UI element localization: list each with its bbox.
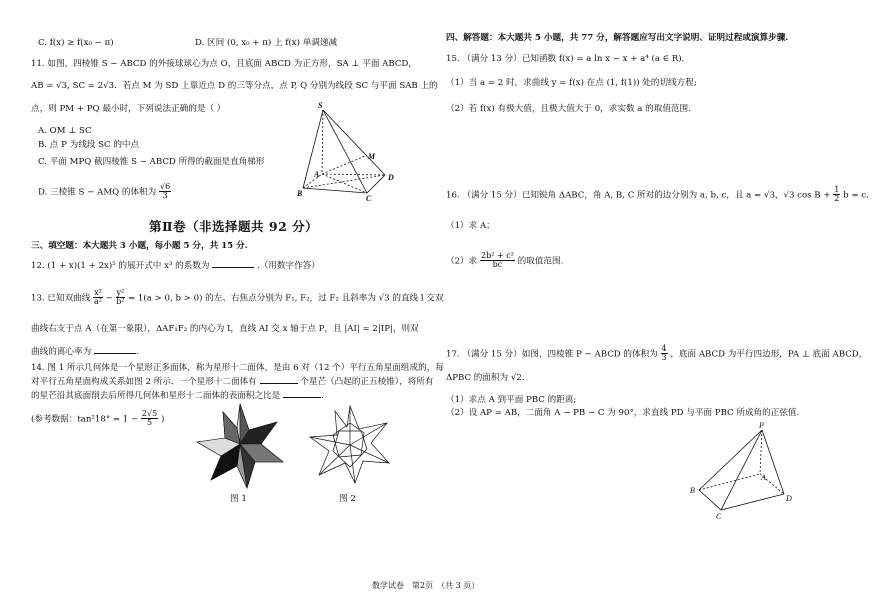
label-M: M xyxy=(368,152,376,161)
q13-prefix: 13. 已知双曲线 xyxy=(31,293,91,304)
q12-suffix: .（用数字作答） xyxy=(256,261,320,271)
reference-fraction xyxy=(141,410,158,428)
q17-part2: （2）设 AP = AB，二面角 A − PB − C 为 90°，求直线 PD 与平面 PBC 所成角的正弦值. xyxy=(446,408,800,418)
q11-option-a: A. OM ⊥ SC xyxy=(38,126,92,136)
q11-option-b: B. 点 P 为线段 SC 的中点 xyxy=(38,140,140,150)
q15-part1: （1）当 a = 2 时，求曲线 y = f(x) 在点 (1, f(1)) 处的切线方程; xyxy=(446,78,697,88)
label-A: A xyxy=(314,170,320,179)
fraction-numerator: 2√5 xyxy=(141,409,158,418)
q11-stem-line2: AB = √3, SC = 2√3．若点 M 为 SD 上靠近点 D 的三等分点，点 P, Q 分别为线段 SC 与平面 SAB 上的 xyxy=(31,81,438,91)
q14-line2-text: 对平行五角星面构成关系如图 2 所示．一个星形十二面体有 xyxy=(31,377,257,387)
q13-fraction-y xyxy=(116,289,126,307)
q17-fraction-volume xyxy=(661,345,668,363)
q12-stem: 12. (1 + x)(1 + 2x)⁵ 的展开式中 x³ 的系数为 xyxy=(31,261,210,271)
section2-title: 第Ⅱ卷（非选择题共 92 分） xyxy=(149,219,319,234)
q16-stem-tail: b = c． xyxy=(843,190,875,201)
q14-line3-text: 的星芒沿其底面削去后所得几何体和星形十二面体的表面积之比是 xyxy=(31,391,281,401)
label-C: C xyxy=(716,512,722,521)
figure-1-caption: 图 1 xyxy=(230,494,247,504)
label-A: A xyxy=(761,473,766,482)
fraction-numerator: y² xyxy=(116,288,125,297)
reference-data xyxy=(31,410,164,428)
figure-1-star-dodecahedron xyxy=(195,402,285,490)
fraction-denominator: bc xyxy=(492,260,503,270)
q16-part2 xyxy=(446,252,563,270)
reference-suffix: ) xyxy=(160,414,165,425)
section4-title: 四、解答题：本大题共 5 小题，共 77 分，解答题应写出文字说明、证明过程或演算步骤. xyxy=(446,33,789,43)
fraction-denominator: b² xyxy=(116,297,125,307)
q16-fraction-half xyxy=(833,186,840,204)
q16-stem xyxy=(446,186,875,204)
q11-option-c: C. 平面 MPQ 截四棱锥 S − ABCD 所得的截面是直角梯形 xyxy=(38,157,265,167)
label-D: D xyxy=(388,173,394,182)
figure-2-caption: 图 2 xyxy=(339,494,356,504)
q16-part2-fraction xyxy=(480,252,515,270)
q11-stem-line3: 点，则 PM + PQ 最小时，下列说法正确的是（ ） xyxy=(31,104,226,114)
q13-answer-blank xyxy=(94,353,136,354)
q12-answer-blank xyxy=(212,267,254,268)
q17-stem-tail: ，底面 ABCD 为平行四边形，PA ⊥ 底面 ABCD， xyxy=(670,349,868,360)
q13-fraction-x xyxy=(93,289,103,307)
q16-part1: （1）求 A； xyxy=(446,221,495,231)
q13-minus: − xyxy=(105,293,113,304)
fraction-numerator: x² xyxy=(94,288,102,297)
fraction-denominator: 5 xyxy=(147,418,153,428)
q11-option-d xyxy=(38,183,171,201)
q14-line2 xyxy=(31,377,433,388)
fraction-denominator: 2 xyxy=(834,194,840,204)
q14-line3: 的星芒沿其底面削去后所得几何体和星形十二面体的表面积之比是 . xyxy=(31,391,324,401)
label-B: B xyxy=(690,486,695,495)
q11-option-d-fraction xyxy=(159,183,171,201)
q11-pyramid-figure xyxy=(290,100,400,205)
label-C: C xyxy=(366,194,372,203)
fraction-numerator: 1 xyxy=(834,185,840,194)
fraction-numerator: 2b² + c² xyxy=(480,251,514,260)
q15-stem: 15. （满分 13 分）已知函数 f(x) = a ln x − x + a⁴ (a ∈ R)． xyxy=(446,54,691,64)
q10-option-d: D. 区间 (0, x₀ + π) 上 f(x) 单调递减 xyxy=(195,38,338,48)
q14-answer-blank-1 xyxy=(260,383,298,384)
page-footer: 数学试卷 第2页 （共 3 页） xyxy=(372,581,480,590)
q11-option-d-text: D. 三棱锥 S − AMQ 的体积为 xyxy=(38,187,157,198)
label-P: P xyxy=(759,421,764,430)
q16-stem-text: 16. （满分 15 分）已知锐角 ΔABC，角 A, B, C 所对的边分别为 a, b, c，且 a = √3，√3 cos B + xyxy=(446,190,831,201)
q17-stem-text: 17. （满分 15 分）如图，四棱锥 P − ABCD 的体积为 xyxy=(446,349,658,360)
q16-part2-prefix: （2）求 xyxy=(446,256,478,267)
q17-line2: ΔPBC 的面积为 √2． xyxy=(446,373,531,383)
fraction-denominator: 3 xyxy=(162,191,168,201)
q13-line3: 曲线的离心率为 . xyxy=(31,347,139,357)
q14-line1: 14. 图 1 所示几何体是一个星形正多面体，称为星形十二面体，是由 6 对（12 个）平行五角星面组成的，每 xyxy=(31,363,444,373)
q16-part2-suffix: 的取值范围. xyxy=(517,256,564,267)
fraction-denominator: 3 xyxy=(661,353,667,363)
q14-answer-blank-2 xyxy=(283,397,321,398)
q10-option-c: C. f(x) ≥ f(x₀ − π) xyxy=(38,38,114,48)
fraction-numerator: 4 xyxy=(661,344,667,353)
q12-text xyxy=(31,261,320,272)
q13-line2: 曲线右支于点 A（在第一象限），ΔAF₁F₂ 的内心为 I，直线 AI 交 x 轴于点 P，且 |AI| = 2|IP|，则双 xyxy=(31,324,419,334)
q15-part2: （2）若 f(x) 有极大值，且极大值大于 0，求实数 a 的取值范围. xyxy=(446,104,691,114)
label-B: B xyxy=(297,189,303,198)
figure-2-pentagram-structure xyxy=(309,405,391,485)
fraction-numerator: √6 xyxy=(160,182,171,191)
q13-rest: = 1(a > 0, b > 0) 的左、右焦点分别为 F₁, F₂，过 F₂ 且斜率为 √3 的直线 l 交双 xyxy=(127,293,444,304)
section3-title: 三、填空题：本大题共 3 小题，每小题 5 分，共 15 分. xyxy=(31,241,248,251)
label-D: D xyxy=(786,494,792,503)
q14-line2-tail: 个星芒（凸起的正五棱锥），将所有 xyxy=(300,377,434,387)
reference-prefix: (参考数据：tan²18° = 1 − xyxy=(31,414,139,425)
label-S: S xyxy=(318,101,323,110)
q13-line1 xyxy=(31,289,444,307)
q17-stem xyxy=(446,345,867,363)
fraction-denominator: a² xyxy=(93,297,102,307)
q17-part1: （1）求点 A 到平面 PBC 的距离; xyxy=(446,395,577,405)
q13-line3-text: 曲线的离心率为 xyxy=(31,347,92,357)
q17-pyramid-figure xyxy=(687,421,797,521)
q11-stem-line1: 11. 如图，四棱锥 S − ABCD 的外接球球心为点 O，且底面 ABCD 为正方形，SA ⊥ 平面 ABCD， xyxy=(31,59,417,69)
